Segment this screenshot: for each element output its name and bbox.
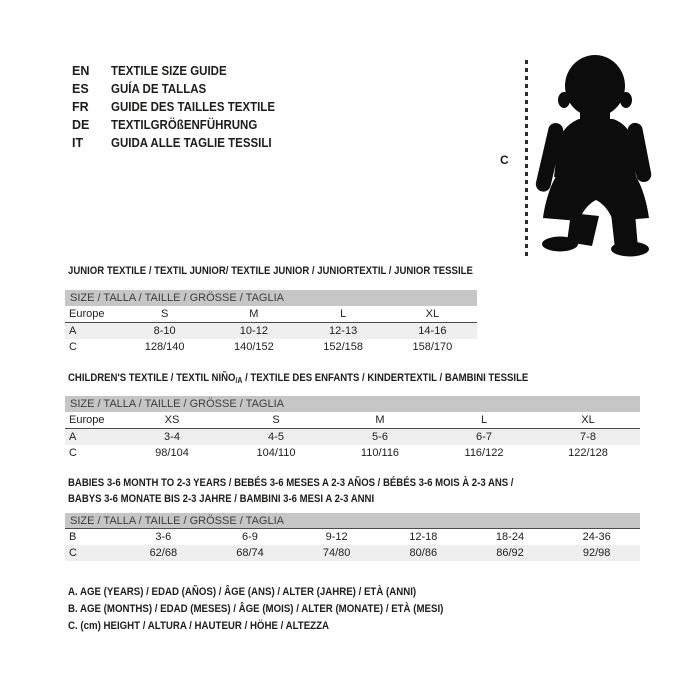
lang-row-es [72,80,289,98]
junior-columns-row [65,306,477,323]
lang-label: TEXTILGRÖßENFÜHRUNG [111,118,258,132]
junior-table [65,290,477,355]
cell: 104/110 [256,447,296,459]
cell: 152/158 [323,341,363,353]
cell: 158/170 [412,341,453,353]
babies-size-header-bar [65,513,640,529]
col-europe: Europe [69,308,105,320]
babies-row-b [65,529,640,545]
baby-silhouette-figure [533,55,685,258]
children-table-title [68,370,528,389]
legend-notes [68,584,495,635]
cell: 6-9 [242,531,258,543]
lang-code: IT [72,136,84,150]
children-size-header-bar [65,396,640,412]
note-a: A. AGE (YEARS) / EDAD (AÑOS) / ÂGE (ANS) / ALTER (JAHRE) / ETÀ (ANNI) [68,586,417,598]
col-xl: XL [425,308,440,320]
cell: 86/92 [496,547,524,559]
cell: 10-12 [239,325,268,337]
babies-row-c [65,545,640,561]
lang-label: TEXTILE SIZE GUIDE [111,64,227,78]
lang-code: EN [72,64,90,78]
row-label: A [69,325,77,337]
size-header-label: SIZE / TALLA / TAILLE / GRÖSSE / TAGLIA [70,292,284,304]
col-xl: XL [581,414,595,426]
col-europe: Europe [69,414,105,426]
cell: 24-36 [582,531,611,543]
children-title-post: / TEXTILE DES ENFANTS / KINDERTEXTIL / BAMBINI TESSILE [242,372,529,384]
cell: 122/128 [568,447,608,459]
col-s: S [160,308,169,320]
col-m: M [375,414,385,426]
lang-code: FR [72,100,89,114]
cell: 74/80 [322,547,351,559]
cell: 98/104 [155,447,189,459]
junior-size-header-bar [65,290,477,306]
height-dotted-line [525,60,528,258]
col-s: S [272,414,280,426]
cell: 12-13 [329,325,358,337]
children-table [65,396,640,461]
col-l: L [340,308,347,320]
cell: 14-16 [418,325,447,337]
note-b: B. AGE (MONTHS) / EDAD (MESES) / ÂGE (MOIS) / ALTER (MONATE) / ETÀ (MESI) [68,603,444,615]
cell: 7-8 [580,431,596,443]
babies-table [65,513,640,561]
cell: 62/68 [149,547,178,559]
row-label: C [69,447,77,459]
lang-label: GUIDA ALLE TAGLIE TESSILI [111,136,272,150]
lang-row-it [72,134,289,152]
size-header-label: SIZE / TALLA / TAILLE / GRÖSSE / TAGLIA [70,514,284,527]
cell: 9-12 [325,531,348,543]
babies-title-line1: BABIES 3-6 MONTH TO 2-3 YEARS / BEBÉS 3-6 MESES A 2-3 AÑOS / BÉBÉS 3-6 MOIS À 2-3 ANS / [68,477,514,489]
junior-row-a [65,323,477,339]
children-row-a [65,429,640,445]
children-title-pre: CHILDREN'S TEXTILE / TEXTIL NIÑO [68,372,236,384]
babies-title-line2: BABYS 3-6 MONATE BIS 2-3 JAHRE / BAMBINI 3-6 MESI A 2-3 ANNI [68,493,375,505]
col-m: M [249,308,259,320]
lang-code: DE [72,118,90,132]
lang-row-de [72,116,289,134]
junior-row-c [65,339,477,355]
children-columns-row [65,412,640,429]
cell: 6-7 [476,431,492,443]
lang-code: ES [72,82,89,96]
size-header-label: SIZE / TALLA / TAILLE / GRÖSSE / TAGLIA [70,398,284,410]
note-c: C. (cm) HEIGHT / ALTURA / HAUTEUR / HÖHE / ALTEZZA [68,620,330,632]
cell: 3-6 [155,531,172,543]
cell: 68/74 [236,547,264,559]
children-row-c [65,445,640,461]
cell: 3-4 [164,431,180,443]
cell: 110/116 [360,447,400,459]
cell: 5-6 [372,431,388,443]
row-label: B [69,531,77,543]
lang-label: GUÍA DE TALLAS [111,82,207,96]
cell: 140/152 [233,341,274,353]
row-label: A [69,431,77,443]
language-block [72,62,289,152]
cell: 18-24 [495,531,525,543]
cell: 116/122 [464,447,504,459]
cell: 12-18 [409,531,438,543]
lang-row-en [72,62,289,80]
cell: 128/140 [144,341,185,353]
cell: 4-5 [268,431,284,443]
babies-table-title [68,475,513,507]
col-l: L [480,414,488,426]
lang-row-fr [72,98,289,116]
lang-label: GUIDE DES TAILLES TEXTILE [111,100,276,114]
col-xs: XS [164,414,180,426]
children-title-sub: /A [235,376,243,385]
row-label: C [69,341,77,353]
row-label: C [69,547,77,559]
cell: 80/86 [409,547,438,559]
junior-table-title: JUNIOR TEXTILE / TEXTIL JUNIOR/ TEXTILE JUNIOR / JUNIORTEXTIL / JUNIOR TESSILE [68,265,473,277]
height-c-label: C [500,153,509,167]
cell: 8-10 [153,325,176,337]
cell: 92/98 [582,547,611,559]
